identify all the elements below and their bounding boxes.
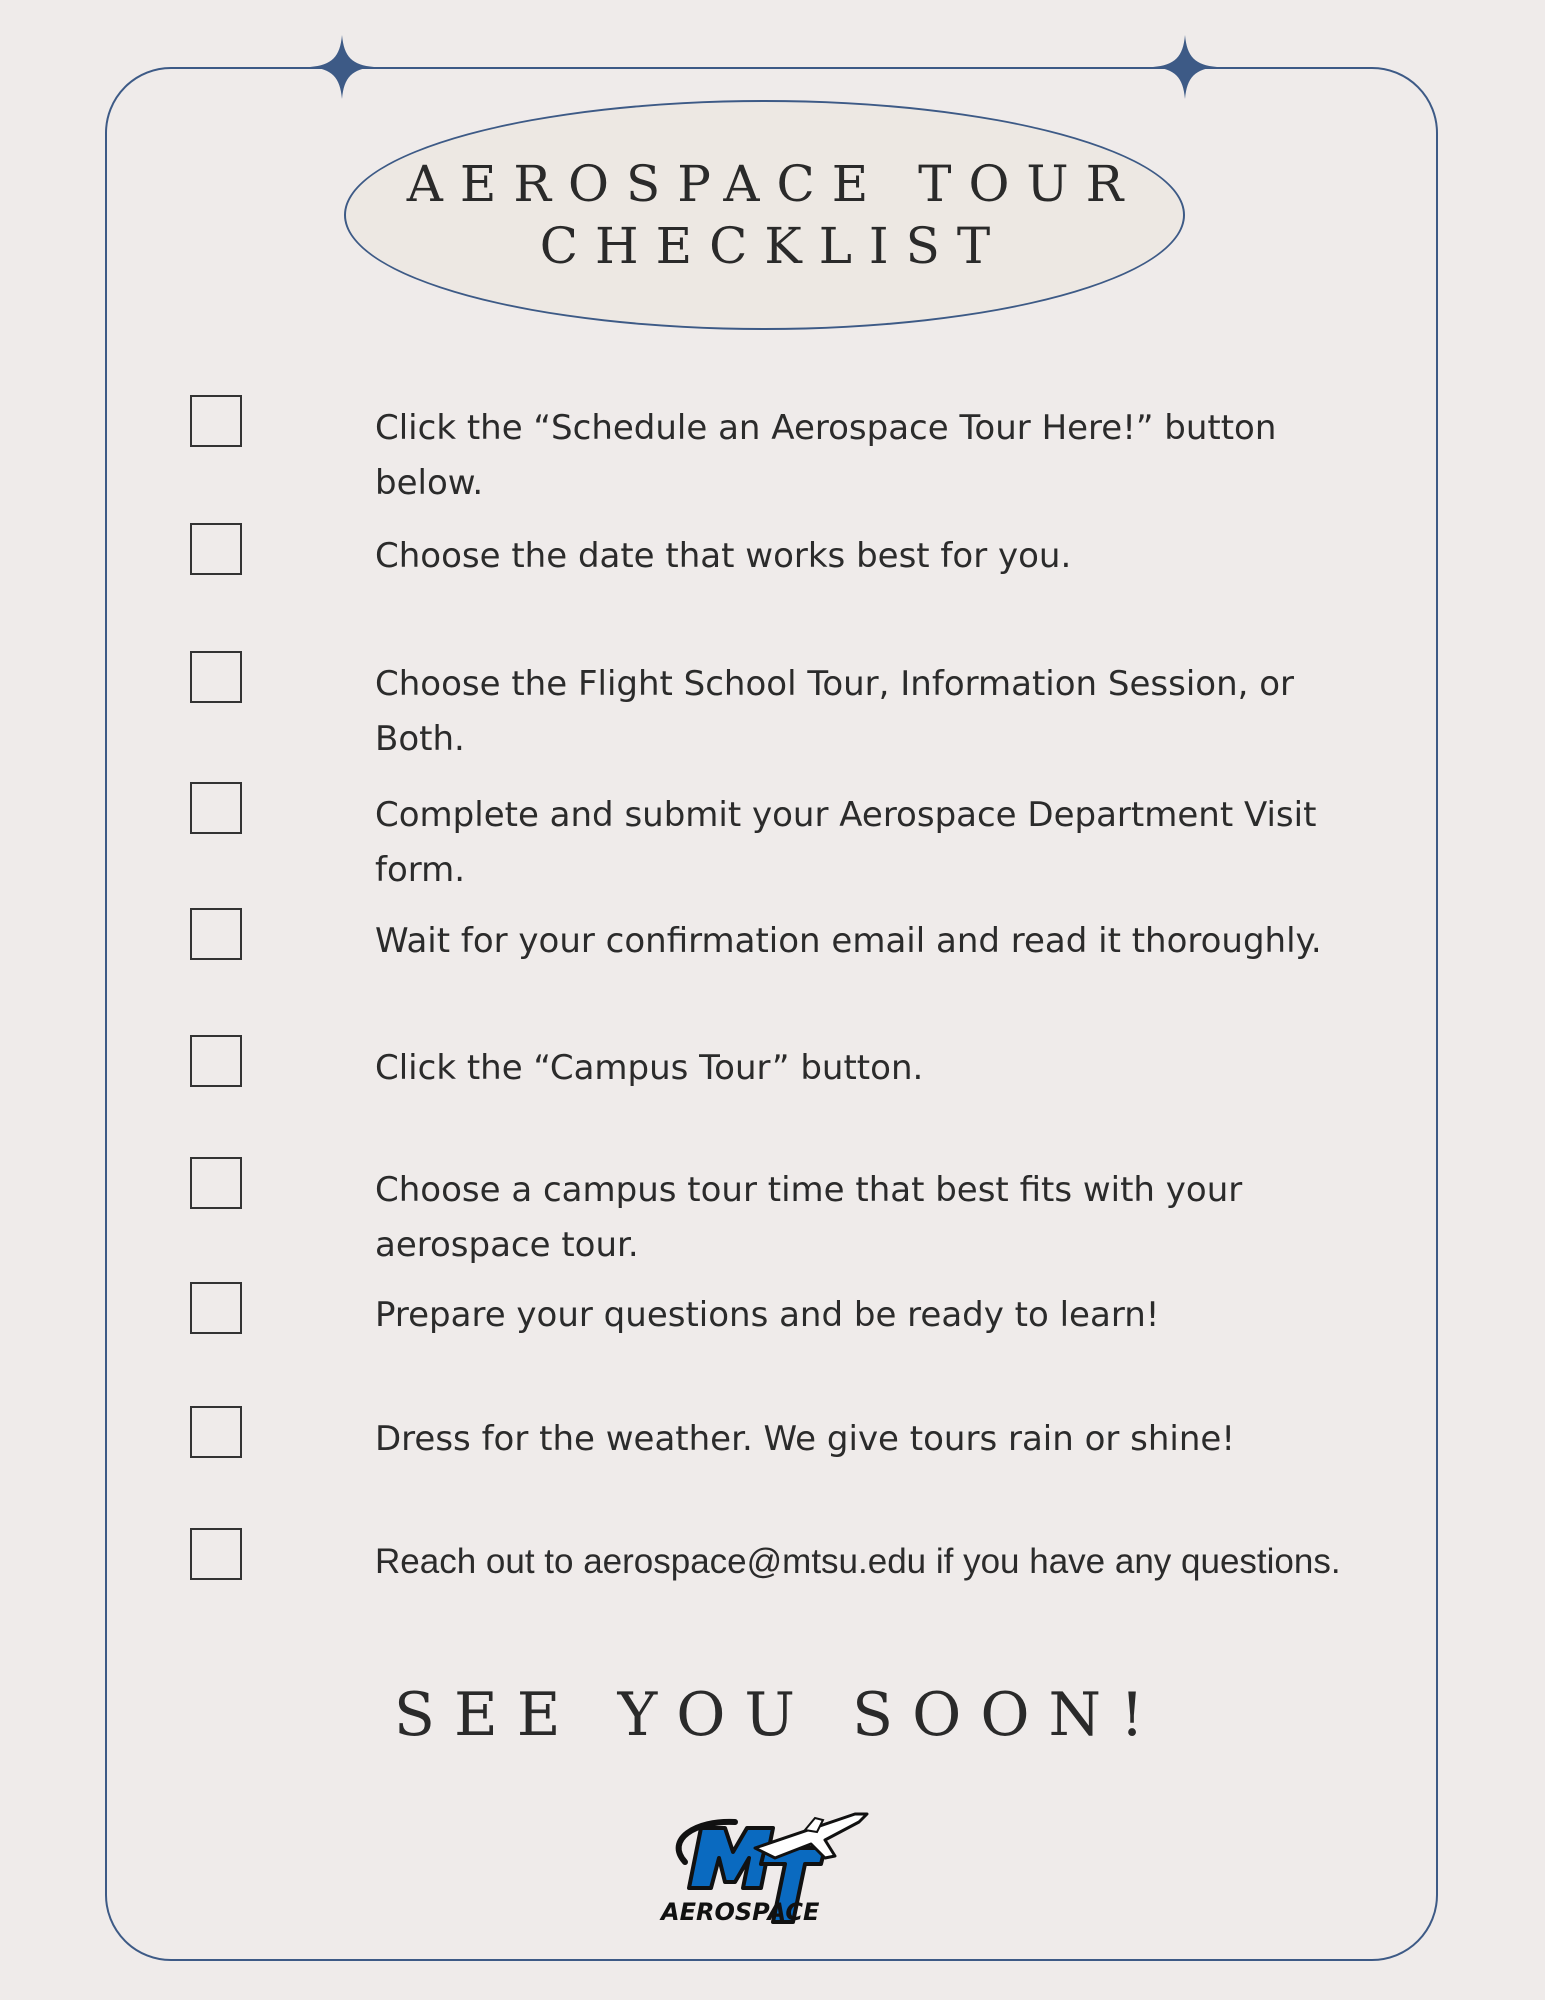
- checkbox[interactable]: [190, 1282, 242, 1334]
- checklist-item-text: Choose the date that works best for you.: [375, 536, 1072, 576]
- checklist-item-text: Click the “Campus Tour” button.: [375, 1048, 924, 1088]
- checklist-item: [190, 1157, 1360, 1267]
- checklist-item: [190, 395, 1360, 505]
- checklist-item: [190, 1406, 1360, 1516]
- logo-wordmark: AEROSPACE: [661, 1898, 820, 1926]
- checklist-item-text: Complete and submit your Aerospace Department Visit form.: [375, 795, 1317, 890]
- page-title-line-1: AEROSPACE TOUR: [406, 155, 1141, 213]
- checkbox[interactable]: [190, 782, 242, 834]
- checklist-item: [190, 1528, 1360, 1638]
- checkbox[interactable]: [190, 908, 242, 960]
- checklist-item: [190, 782, 1360, 892]
- mtsu-aerospace-logo: [655, 1800, 895, 1930]
- checklist-item: [190, 908, 1360, 1018]
- checklist-item-text: Wait for your confirmation email and read it thoroughly.: [375, 921, 1322, 961]
- checklist-item: [190, 523, 1360, 633]
- checklist-item-text: Click the “Schedule an Aerospace Tour Here!” button below.: [375, 408, 1277, 503]
- checkbox[interactable]: [190, 523, 242, 575]
- checklist-item: [190, 651, 1360, 761]
- checklist-item: [190, 1035, 1360, 1145]
- checkbox[interactable]: [190, 1157, 242, 1209]
- page-title-line-2: CHECKLIST: [539, 217, 1008, 275]
- checklist-item-text: Reach out to aerospace@mtsu.edu if you have any questions.: [375, 1542, 1341, 1581]
- checklist-item-text: Dress for the weather. We give tours rain or shine!: [375, 1419, 1235, 1459]
- sparkle-right-icon: [1153, 35, 1217, 99]
- sparkle-left-icon: [310, 35, 374, 99]
- checkbox[interactable]: [190, 1406, 242, 1458]
- checklist-item-text: Choose the Flight School Tour, Information Session, or Both.: [375, 664, 1295, 759]
- checkbox[interactable]: [190, 1528, 242, 1580]
- closing-message: SEE YOU SOON!: [393, 1680, 1164, 1750]
- title-oval: [344, 100, 1185, 330]
- checklist-item-text: Choose a campus tour time that best fits with your aerospace tour.: [375, 1170, 1243, 1265]
- checkbox[interactable]: [190, 651, 242, 703]
- checkbox[interactable]: [190, 1035, 242, 1087]
- checklist-item-text: Prepare your questions and be ready to learn!: [375, 1295, 1160, 1335]
- checkbox[interactable]: [190, 395, 242, 447]
- checklist-item: [190, 1282, 1360, 1392]
